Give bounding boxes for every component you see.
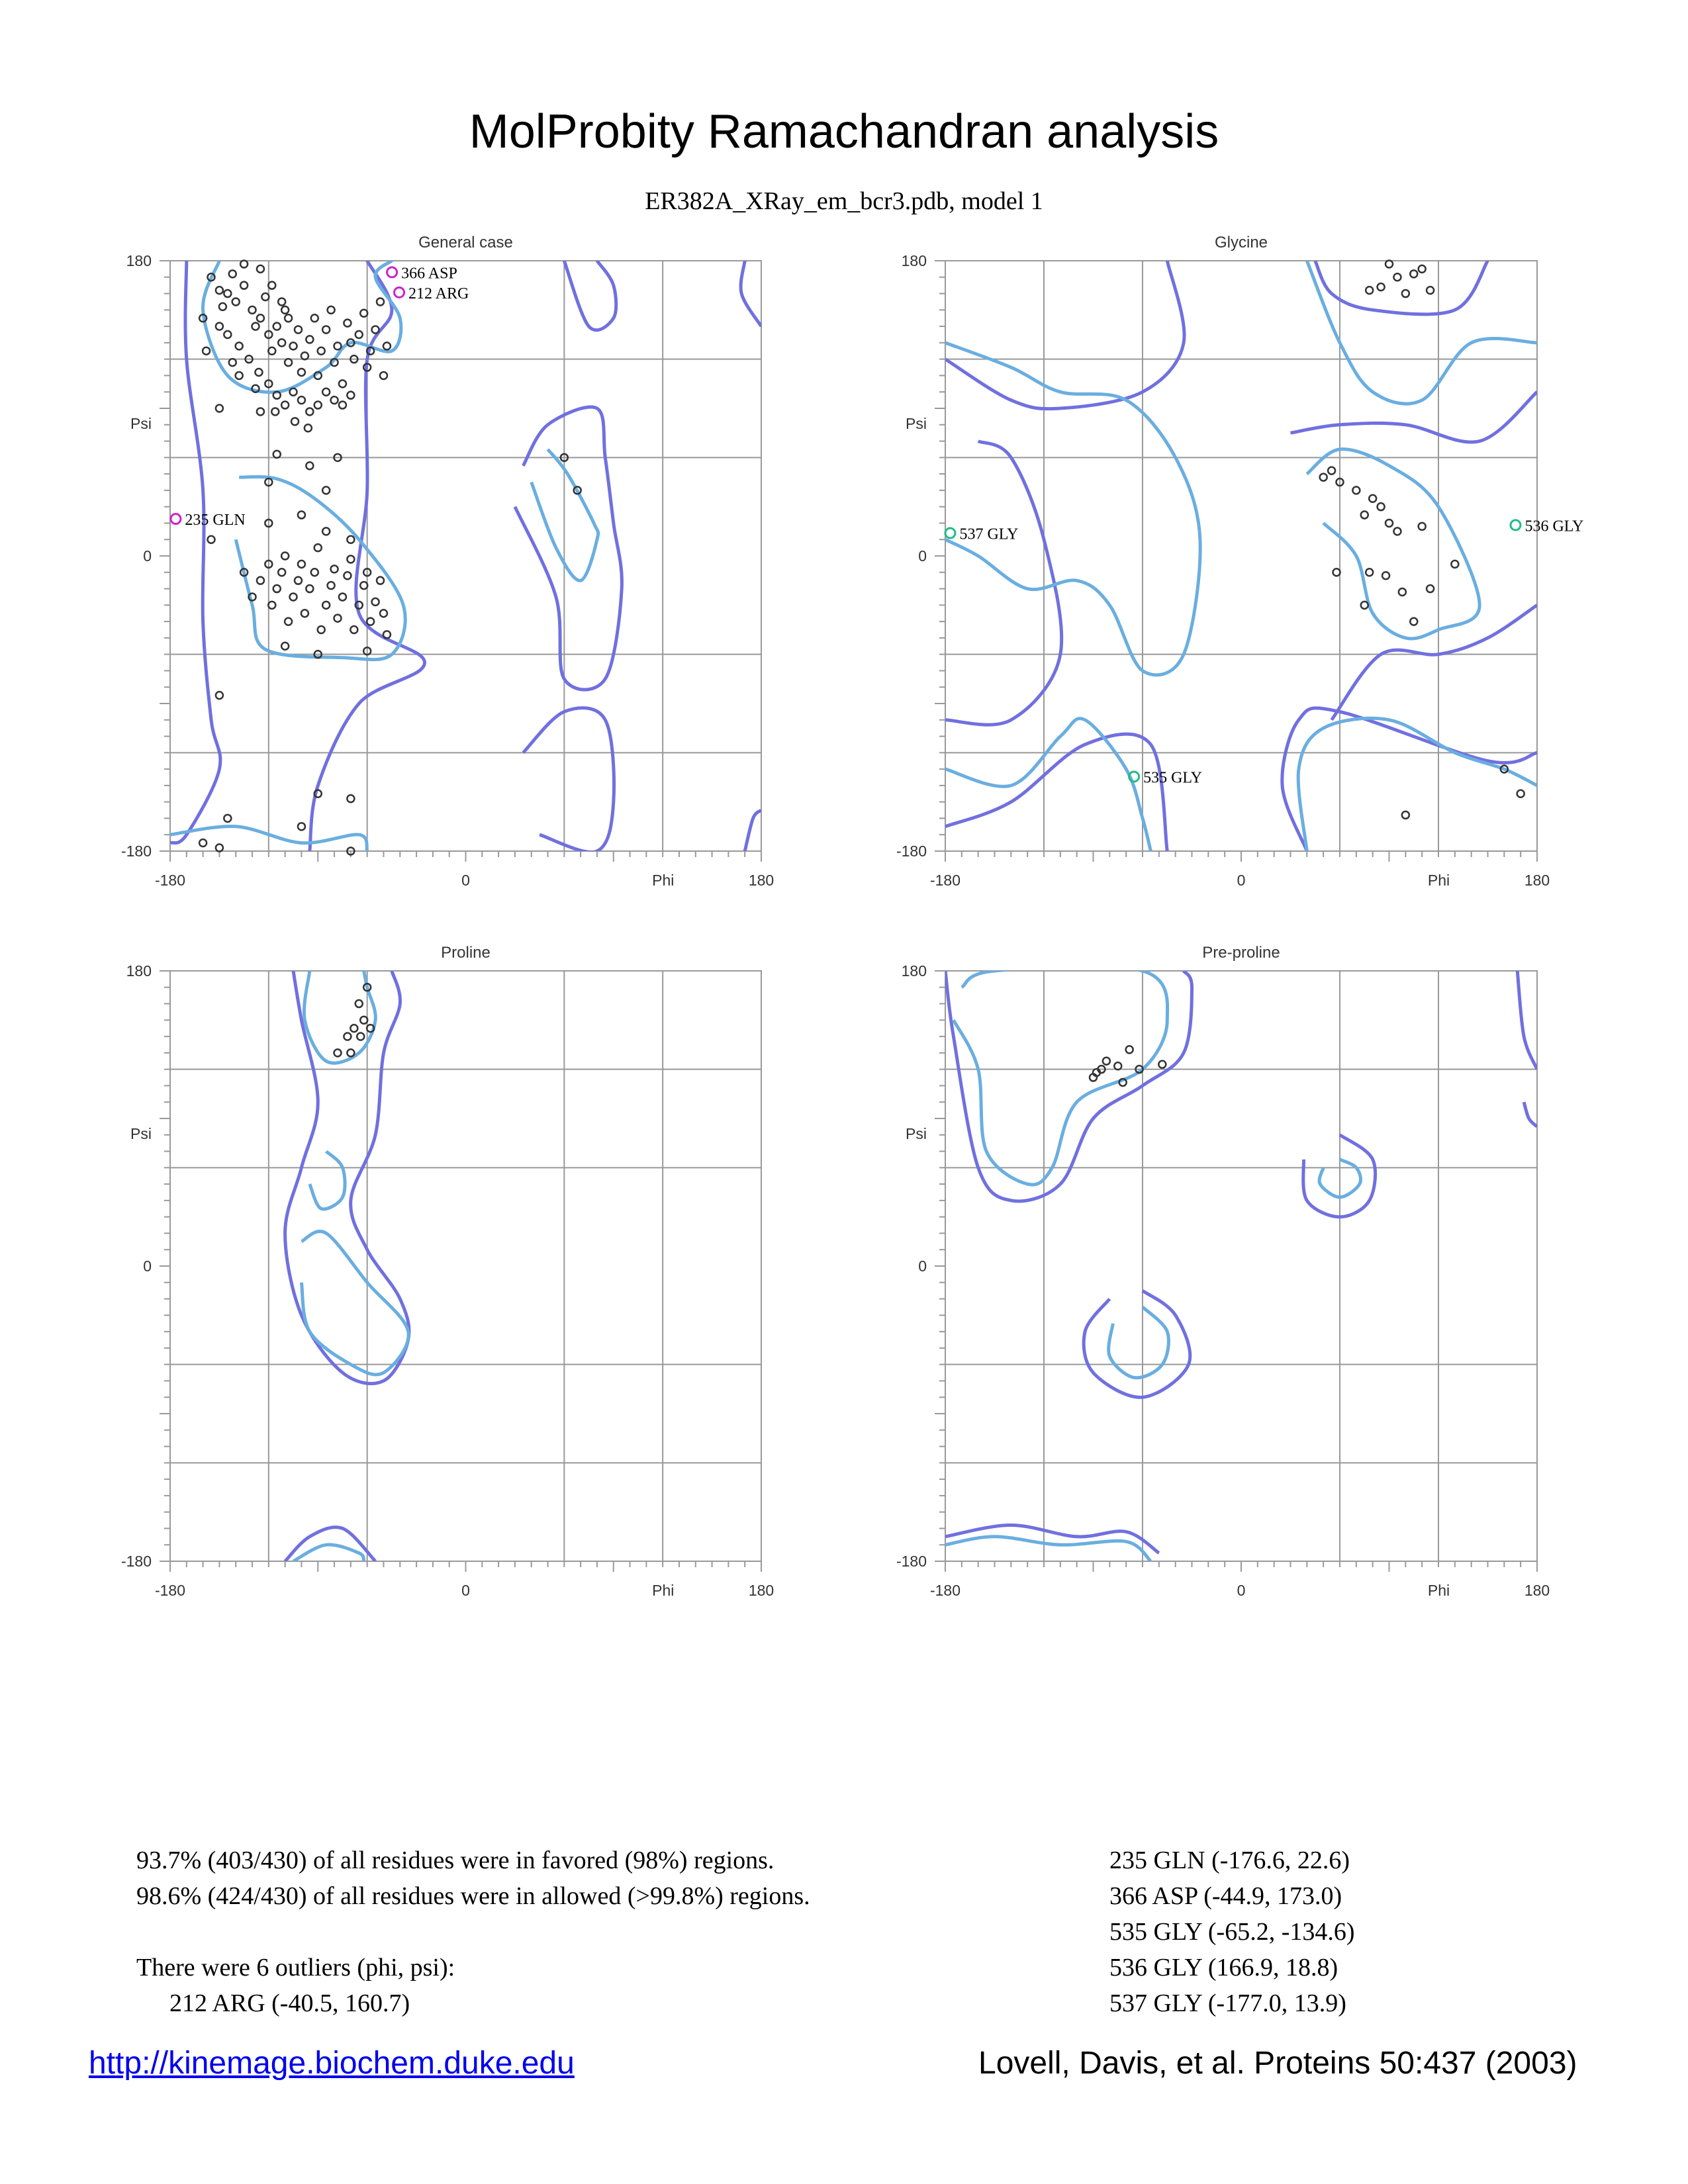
residue-point (339, 593, 346, 600)
residue-point (1451, 561, 1458, 568)
residue-point (229, 359, 236, 366)
residue-point (1378, 283, 1385, 291)
residue-point (1366, 569, 1373, 576)
favored-contour (293, 1545, 364, 1561)
residue-point (322, 326, 330, 334)
residue-point (1427, 287, 1434, 294)
residue-point (298, 823, 305, 830)
x-axis-label: Phi (1427, 872, 1450, 889)
residue-point (334, 615, 342, 622)
residue-point (318, 626, 325, 633)
x-tick-label: 180 (748, 872, 774, 889)
residue-point (278, 298, 285, 305)
residue-point (232, 298, 240, 305)
residue-point (203, 347, 210, 355)
favored-contour (301, 1232, 408, 1375)
residue-point (383, 342, 391, 349)
residue-point (255, 369, 262, 376)
y-tick-label: 180 (126, 252, 152, 269)
residue-point (344, 572, 351, 579)
residue-point (1158, 1061, 1166, 1068)
residue-point (1402, 811, 1409, 819)
y-tick-label: -180 (120, 842, 152, 860)
residue-point (1517, 790, 1524, 797)
page-title: MolProbity Ramachandran analysis (469, 105, 1219, 158)
residue-point (257, 265, 264, 273)
residue-point (367, 618, 374, 625)
residue-point (328, 306, 335, 314)
residue-point (216, 323, 223, 330)
x-tick-label: 180 (1524, 1582, 1550, 1599)
plot-frame (945, 261, 1537, 851)
allowed-stat: 98.6% (424/430) of all residues were in allowed (>99.8%) regions. (136, 1882, 810, 1910)
residue-point (290, 593, 297, 600)
residue-point (1402, 290, 1409, 297)
favored-contour (203, 261, 400, 392)
residue-point (347, 392, 354, 399)
residue-point (301, 610, 308, 617)
residue-point (355, 331, 363, 338)
favored-contour (310, 1152, 345, 1209)
allowed-contour (1315, 261, 1488, 314)
residue-point (285, 618, 292, 625)
residue-point (271, 408, 279, 415)
residue-point (1361, 512, 1368, 519)
residue-point (350, 1024, 357, 1032)
residue-point (380, 610, 387, 617)
residue-point (377, 577, 384, 584)
contours-group (285, 971, 409, 1561)
residue-point (240, 260, 248, 267)
page-subtitle: ER382A_XRay_em_bcr3.pdb, model 1 (645, 187, 1043, 215)
residue-point (1352, 486, 1360, 494)
residue-point (350, 626, 357, 633)
outlier-label: 536 GLY (1524, 518, 1584, 535)
residue-point (216, 287, 223, 294)
residue-point (281, 553, 289, 560)
residue-point (347, 1049, 354, 1056)
residue-point (281, 643, 289, 650)
residue-point (268, 282, 275, 289)
x-tick-label: -180 (154, 872, 186, 889)
residue-point (281, 306, 289, 314)
outlier-entry: 212 ARG (-40.5, 160.7) (169, 1989, 410, 2017)
residue-point (322, 602, 330, 609)
residue-point (380, 372, 387, 379)
outlier-entry: 535 GLY (-65.2, -134.6) (1109, 1918, 1355, 1946)
residue-point (236, 342, 243, 349)
favored-contour (945, 719, 1150, 851)
residue-point (268, 602, 275, 609)
residue-point (1333, 569, 1340, 576)
favored-contour (1109, 1307, 1169, 1378)
residue-point (301, 352, 308, 359)
contours-group (945, 966, 1537, 1561)
residue-point (298, 512, 305, 519)
residue-point (290, 388, 297, 396)
outlier-entry: 537 GLY (-177.0, 13.9) (1109, 1989, 1346, 2017)
outlier-label: 535 GLY (1143, 769, 1203, 787)
y-axis-label: Psi (906, 415, 927, 432)
y-tick-label: 180 (901, 962, 927, 979)
residue-point (1393, 527, 1401, 535)
y-tick-label: -180 (120, 1553, 152, 1570)
residue-point (298, 561, 305, 568)
residue-point (278, 339, 285, 346)
blank-line (136, 1914, 810, 1950)
y-tick-label: -180 (896, 842, 927, 860)
panel-title: General case (418, 234, 513, 251)
contours-group (945, 261, 1537, 851)
residue-point (314, 544, 322, 551)
allowed-contour (1524, 1102, 1537, 1126)
outlier-entry: 536 GLY (166.9, 18.8) (1109, 1954, 1338, 1981)
residue-point (1369, 495, 1376, 502)
residue-point (278, 569, 285, 576)
y-tick-label: 0 (918, 1257, 927, 1275)
residue-point (331, 565, 338, 572)
residue-point (219, 303, 226, 310)
residue-point (360, 310, 367, 317)
residue-point (290, 342, 297, 349)
plot-frame (170, 971, 761, 1561)
x-tick-label: 180 (1524, 872, 1550, 889)
x-tick-label: -180 (154, 1582, 186, 1599)
residue-point (339, 380, 346, 387)
x-axis-label: Phi (652, 872, 675, 889)
residue-point (372, 326, 379, 334)
favored-contour (1307, 449, 1479, 639)
x-tick-label: -180 (929, 872, 961, 889)
allowed-contour (1084, 1291, 1190, 1397)
residue-point (273, 451, 281, 458)
residue-point (208, 536, 215, 543)
plot-frame (170, 261, 761, 851)
residue-point (360, 582, 367, 589)
outlier-label: 235 GLN (185, 512, 246, 529)
plot-frame (945, 971, 1537, 1561)
residue-point (311, 314, 318, 322)
favored-contour (236, 477, 405, 659)
allowed-contour (945, 971, 1192, 1201)
residue-point (1361, 602, 1368, 609)
residue-point (285, 359, 292, 366)
residue-point (355, 1000, 363, 1007)
residue-point (331, 396, 338, 404)
outlier-entry: 366 ASP (-44.9, 173.0) (1109, 1882, 1342, 1910)
residue-point (328, 582, 335, 589)
y-tick-label: 0 (143, 1257, 152, 1275)
x-tick-label: 0 (1237, 872, 1246, 889)
y-tick-label: 180 (901, 252, 927, 269)
residue-point (360, 1017, 367, 1024)
favored-stat: 93.7% (403/430) of all residues were in favored (98%) regions. (136, 1846, 774, 1874)
residue-point (1385, 260, 1393, 267)
allowed-contour (523, 708, 614, 852)
x-tick-label: 0 (461, 1582, 470, 1599)
residue-point (306, 408, 313, 415)
favored-contour (953, 966, 1167, 1185)
favored-contour (945, 343, 1200, 675)
residue-point (298, 369, 305, 376)
y-tick-label: 0 (918, 547, 927, 565)
outlier-point (395, 287, 404, 297)
kinemage-link[interactable]: http://kinemage.biochem.duke.edu (89, 2046, 575, 2081)
residue-point (257, 408, 264, 415)
y-axis-label: Psi (130, 1125, 152, 1142)
residue-point (1378, 503, 1385, 510)
residue-point (216, 844, 223, 852)
residue-point (261, 293, 269, 300)
residue-point (236, 372, 243, 379)
residue-point (295, 577, 302, 584)
x-tick-label: 0 (461, 872, 470, 889)
allowed-contour (515, 407, 622, 690)
outlier-label: 537 GLY (959, 525, 1019, 543)
y-tick-label: 0 (143, 547, 152, 565)
residue-point (1366, 287, 1373, 294)
outlier-point (387, 267, 397, 277)
outlier-label: 212 ARG (408, 285, 469, 302)
residue-point (240, 282, 248, 289)
residue-point (285, 314, 292, 322)
x-axis-label: Phi (652, 1582, 675, 1599)
residue-point (216, 692, 223, 699)
residue-point (1103, 1058, 1110, 1065)
residue-point (322, 527, 330, 535)
residue-point (1410, 270, 1417, 277)
residue-point (347, 536, 354, 543)
y-tick-label: -180 (896, 1553, 927, 1570)
x-axis-label: Phi (1427, 1582, 1450, 1599)
residue-point (1410, 618, 1417, 625)
panel-title: Glycine (1214, 234, 1268, 251)
panel-title: Proline (441, 944, 491, 962)
x-tick-label: 0 (1237, 1582, 1246, 1599)
residue-point (216, 405, 223, 412)
outlier-point (945, 528, 955, 538)
residue-point (298, 396, 305, 404)
residue-point (344, 320, 351, 327)
residue-point (249, 306, 256, 314)
outlier-point (1511, 520, 1521, 530)
residue-point (229, 270, 236, 277)
allowed-contour (1332, 605, 1537, 720)
residue-point (306, 585, 313, 592)
x-tick-label: -180 (929, 1582, 961, 1599)
favored-contour (945, 1537, 1150, 1561)
residue-point (1126, 1046, 1133, 1053)
residue-point (252, 323, 259, 330)
allowed-contour (741, 261, 761, 326)
panel-title: Pre-proline (1202, 944, 1280, 962)
residue-point (311, 569, 318, 576)
residue-point (291, 418, 299, 425)
residue-point (344, 1033, 351, 1040)
residue-point (1114, 1062, 1121, 1069)
contours-group (170, 261, 761, 852)
residue-point (1382, 572, 1389, 579)
outlier-point (171, 514, 181, 524)
residue-point (377, 298, 384, 305)
residue-point (1320, 474, 1327, 481)
residue-point (334, 1049, 342, 1056)
y-axis-label: Psi (130, 415, 152, 432)
residue-point (224, 331, 231, 338)
residue-point (1385, 520, 1393, 527)
stats-left (136, 1843, 810, 2021)
residue-point (322, 486, 330, 494)
residue-point (339, 402, 346, 409)
stats-right (1109, 1843, 1355, 2021)
residue-point (322, 388, 330, 396)
y-axis-label: Psi (906, 1125, 927, 1142)
residue-point (257, 314, 264, 322)
residue-point (1427, 585, 1434, 592)
residue-point (306, 462, 313, 469)
allowed-contour (1291, 392, 1538, 442)
residue-point (224, 815, 231, 822)
favored-contour (1307, 261, 1537, 404)
residue-point (1328, 467, 1335, 475)
outlier-entry: 235 GLN (-176.6, 22.6) (1109, 1846, 1350, 1874)
residue-point (281, 402, 289, 409)
residue-point (199, 839, 207, 846)
residue-point (372, 598, 379, 606)
residue-point (295, 326, 302, 334)
allowed-contour (564, 261, 616, 330)
x-tick-label: 180 (748, 1582, 774, 1599)
residue-point (273, 323, 281, 330)
allowed-contour (945, 261, 1184, 409)
residue-point (334, 342, 342, 349)
residue-point (318, 347, 325, 355)
residue-point (357, 1033, 364, 1040)
residue-point (268, 347, 275, 355)
allowed-contour (1517, 971, 1537, 1069)
allowed-contour (945, 734, 1167, 851)
residue-point (1399, 588, 1406, 596)
residue-point (1419, 265, 1426, 273)
residue-point (1419, 523, 1426, 530)
residue-point (224, 290, 231, 297)
residue-point (347, 555, 354, 563)
outlier-label: 366 ASP (401, 265, 457, 283)
residue-point (273, 585, 281, 592)
allowed-contour (745, 810, 761, 851)
residue-point (306, 336, 313, 343)
residue-point (1393, 273, 1401, 281)
residue-point (347, 795, 354, 802)
y-tick-label: 180 (126, 962, 152, 979)
residue-point (305, 424, 312, 432)
residue-point (257, 577, 264, 584)
citation: Lovell, Davis, et al. Proteins 50:437 (2003) (978, 2046, 1577, 2081)
residue-point (314, 402, 322, 409)
outlier-header: There were 6 outliers (phi, psi): (136, 1954, 455, 1981)
